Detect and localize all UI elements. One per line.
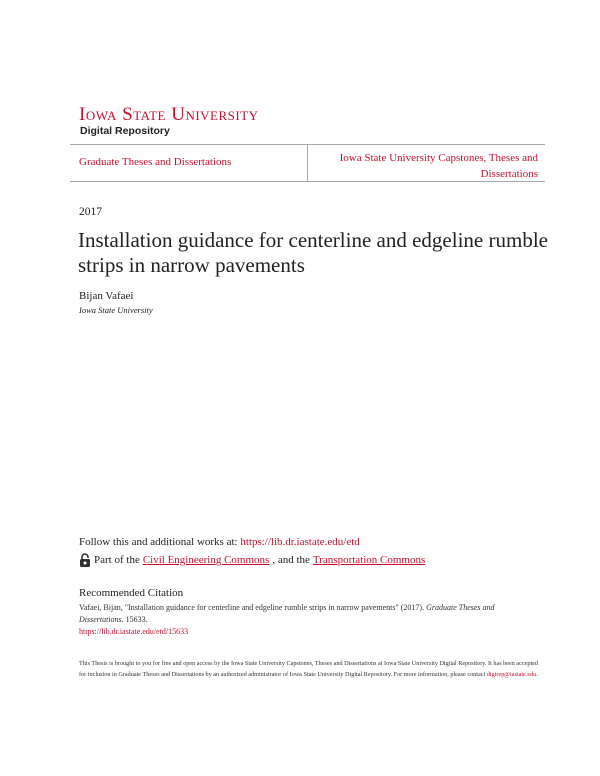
author-affiliation: Iowa State University <box>79 305 153 315</box>
civil-engineering-commons-link[interactable]: Civil Engineering Commons <box>142 554 270 566</box>
recommended-citation-heading: Recommended Citation <box>79 587 184 599</box>
part-of-line <box>79 553 425 567</box>
citation-url-link[interactable]: https://lib.dr.iastate.edu/etd/15633 <box>79 627 189 636</box>
open-access-icon <box>79 553 91 567</box>
publication-year: 2017 <box>79 206 102 218</box>
collection-link-graduate-theses[interactable]: Graduate Theses and Dissertations <box>79 156 232 168</box>
follow-text: Follow this and additional works at: <box>79 536 241 548</box>
document-title: Installation guidance for centerline and edgeline rumble strips in narrow pavements <box>78 228 548 277</box>
citation-text <box>79 602 529 638</box>
contact-email-link[interactable]: digirep@iastate.edu <box>486 671 537 678</box>
transportation-commons-link[interactable]: Transportation Commons <box>312 554 426 566</box>
author-name: Bijan Vafaei <box>79 290 134 302</box>
etd-link[interactable]: https://lib.dr.iastate.edu/etd <box>240 536 360 548</box>
access-notice-end: . <box>536 671 538 678</box>
citation-series: Graduate Theses and Dissertations <box>79 603 495 624</box>
access-notice-text: This Thesis is brought to you for free and open access by the Iowa State University Capstones, Theses and Dissertations at Iowa State University Digital Repository. It has been accepted for inclusion in Graduate Theses and Dissertations by an authorized administrator of Iowa State University Digital Repository. For more information, please contact <box>79 660 539 678</box>
part-of-prefix: Part of the <box>94 554 140 566</box>
access-notice <box>79 658 539 680</box>
collection-link-capstones[interactable]: Iowa State University Capstones, Theses and Dissertations <box>339 152 538 180</box>
part-of-middle: , and the <box>272 554 310 566</box>
repository-logo-subtitle: Digital Repository <box>80 125 170 137</box>
citation-number: . 15633. <box>121 615 148 624</box>
university-logo-title: Iowa State University <box>79 104 259 125</box>
column-divider <box>307 144 308 181</box>
citation-body: Vafaei, Bijan, "Installation guidance for centerline and edgeline rumble strips in narrow pavements" (2017). <box>79 603 427 612</box>
follow-line <box>79 536 360 548</box>
